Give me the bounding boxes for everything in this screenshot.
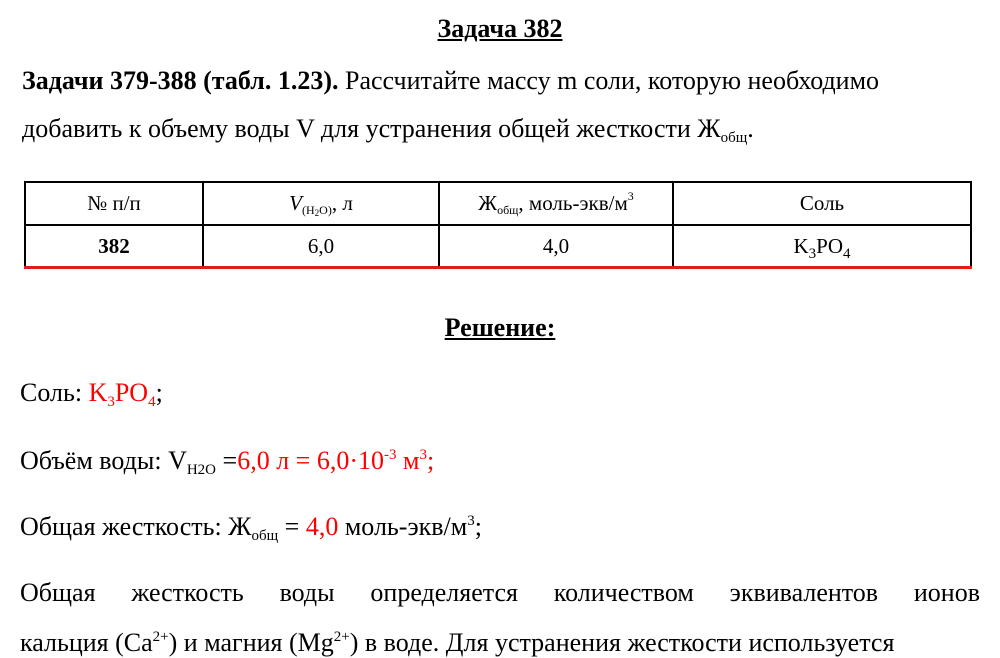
task-statement-line-1 — [22, 66, 982, 96]
cell-volume: 6,0 — [203, 225, 439, 268]
explanation-paragraph-line-1: Общая жесткость воды определяется количеством эквивалентов ионов — [20, 578, 980, 607]
cell-hardness: 4,0 — [439, 225, 673, 268]
volume-value: 6,0 $л = 6,0\cdot 10^{-3}$ $м^3$; — [237, 446, 435, 475]
hardness-value: 4,0 — [305, 512, 339, 541]
table-row — [25, 225, 971, 268]
table-underline — [24, 266, 972, 269]
salt-formula: $K_3PO_4$ — [88, 378, 156, 410]
task-statement-line-2: добавить к объему воды V для устранения общей жесткости $Ж_{общ}$. — [22, 114, 754, 146]
table-header-row — [25, 182, 971, 225]
cell-salt: $K_3PO_4$ — [673, 225, 971, 268]
salt-line: Соль: $K_3PO_4$; — [20, 378, 163, 410]
cell-num: 382 — [25, 225, 203, 268]
volume-line: Объём воды: $V_{H2O} =6,0$ $л = 6,0\cdot 10^{-3}$ $м^3$; — [20, 446, 435, 478]
header-volume: V(H2O), л — [203, 182, 439, 225]
task-reference: Задачи 379-388 (табл. 1.23). — [22, 66, 339, 95]
header-salt: Соль — [673, 182, 971, 225]
page-title: Задача 382 — [437, 14, 563, 43]
explanation-paragraph-line-2: кальция $(Ca^{2+})$ и магния $(Mg^{2+})$ в воде. Для устранения жесткости используется — [20, 628, 895, 657]
hardness-line: Общая жесткость: $Ж_{общ} = 4,0$ моль-$экв/м^3$; — [20, 512, 482, 544]
task-text: Рассчитайте массу m соли, которую необходимо — [338, 66, 880, 95]
header-hardness: Жобщ, моль-$экв/м^3$ — [439, 182, 673, 225]
data-table — [24, 181, 972, 269]
header-num: № п/п — [25, 182, 203, 225]
solution-title: Решение: — [444, 313, 556, 342]
